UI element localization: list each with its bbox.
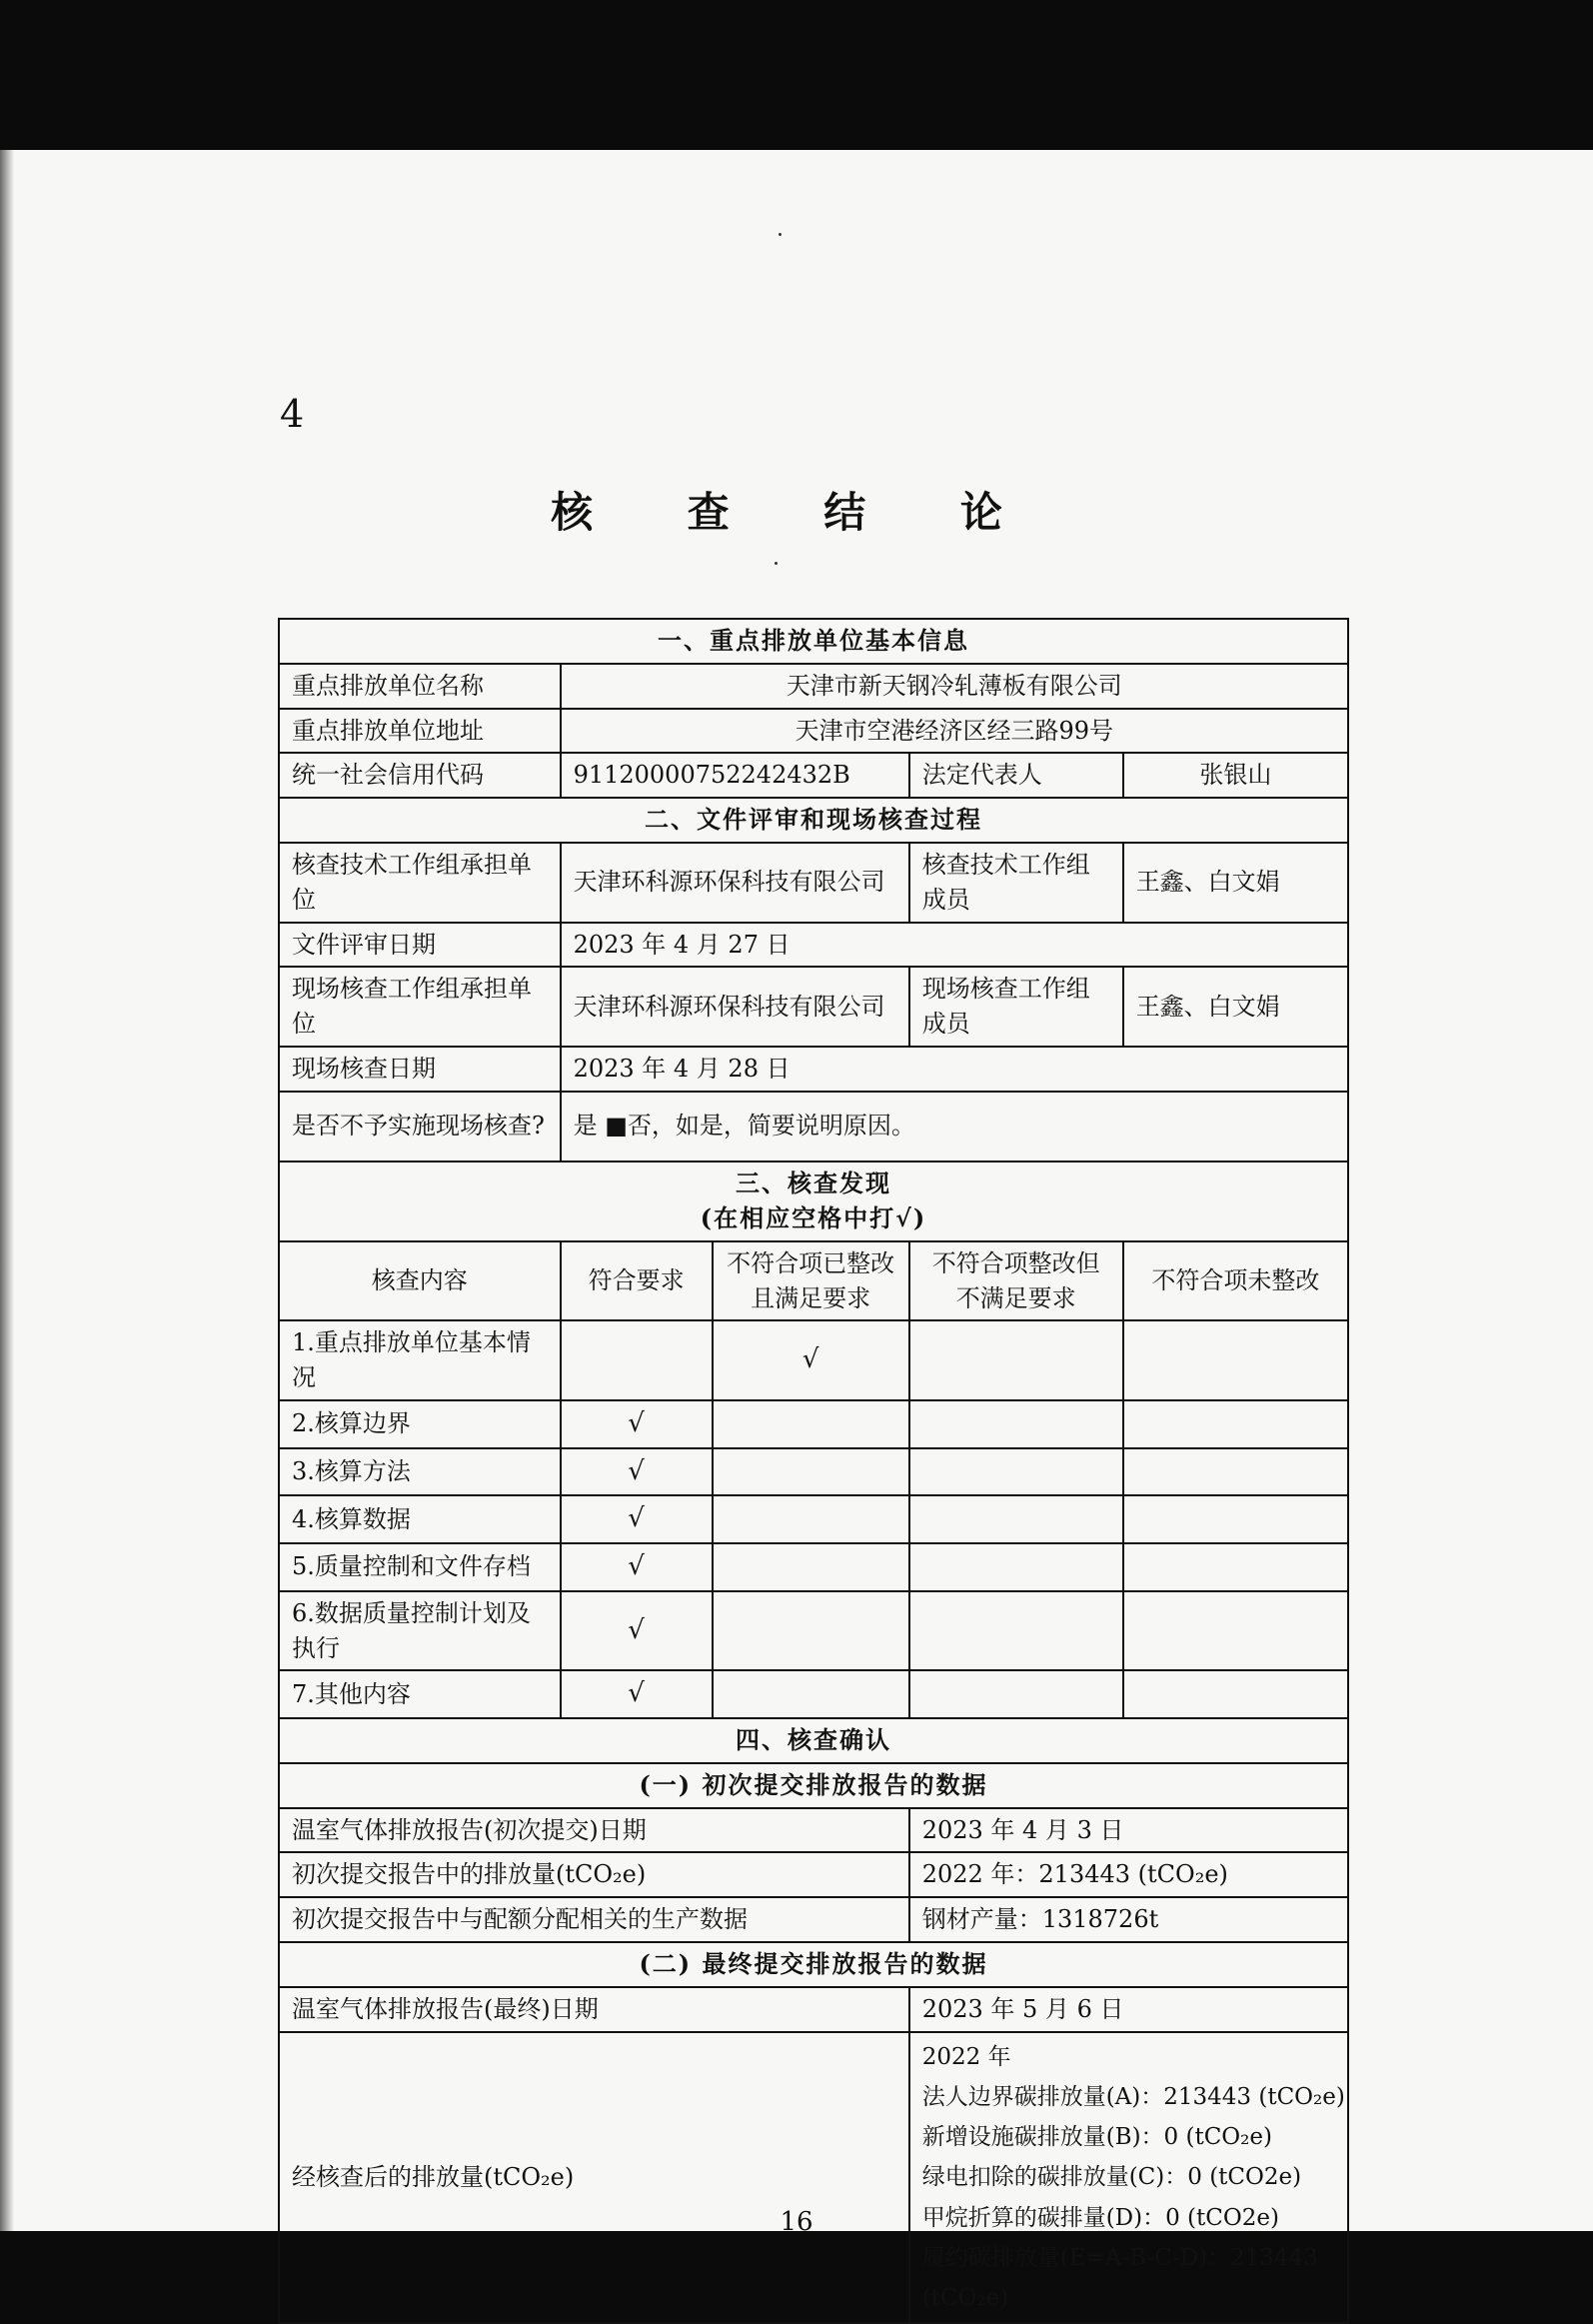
initial-emission-value: 2022 年：213443 (tCO₂e) — [909, 1852, 1348, 1897]
check-cell — [1123, 1543, 1348, 1591]
check-cell — [713, 1670, 909, 1718]
check-cell — [909, 1448, 1123, 1496]
check-cell — [713, 1448, 909, 1496]
scan-speck — [779, 233, 782, 236]
check-cell — [713, 1591, 909, 1671]
verified-line: 履约碳排放量(E=A-B-C-D)：213443 — [921, 2244, 1318, 2271]
verified-line: (tCO₂e) — [921, 2285, 1009, 2312]
col-header-content: 核查内容 — [279, 1241, 561, 1321]
tech-member-value: 王鑫、白文娟 — [1123, 843, 1348, 923]
table-row — [279, 1591, 1348, 1671]
credit-code-label: 统一社会信用代码 — [279, 753, 561, 798]
initial-production-label: 初次提交报告中与配额分配相关的生产数据 — [279, 1897, 909, 1942]
site-date-value: 2023 年 4 月 28 日 — [561, 1047, 1348, 1092]
finding-label: 4.核算数据 — [279, 1495, 561, 1543]
table-row — [279, 1400, 1348, 1448]
check-cell — [1123, 1591, 1348, 1671]
scan-edge-shadow — [0, 150, 14, 2231]
tech-unit-label: 核查技术工作组承担单位 — [279, 843, 561, 923]
final-date-value: 2023 年 5 月 6 日 — [909, 1987, 1348, 2032]
check-cell: √ — [561, 1591, 713, 1671]
section3-title: 三、核查发现 — [736, 1167, 891, 1197]
check-cell — [909, 1495, 1123, 1543]
check-cell — [909, 1670, 1123, 1718]
table-row — [279, 1543, 1348, 1591]
col-header-fixed-ok: 不符合项已整改且满足要求 — [713, 1241, 909, 1321]
unit-name-label: 重点排放单位名称 — [279, 664, 561, 709]
page-title: 核 查 结 论 — [551, 488, 1042, 537]
site-date-label: 现场核查日期 — [279, 1047, 561, 1092]
check-cell: √ — [561, 1543, 713, 1591]
tech-unit-value: 天津环科源环保科技有限公司 — [561, 843, 909, 923]
finding-label: 6.数据质量控制计划及执行 — [279, 1591, 561, 1671]
final-date-label: 温室气体排放报告(最终)日期 — [279, 1987, 909, 2032]
scan-speck — [775, 562, 778, 565]
col-header-compliant: 符合要求 — [561, 1241, 713, 1321]
finding-label: 3.核算方法 — [279, 1448, 561, 1496]
doc-review-date-label: 文件评审日期 — [279, 923, 561, 968]
finding-label: 5.质量控制和文件存档 — [279, 1543, 561, 1591]
initial-emission-label: 初次提交报告中的排放量(tCO₂e) — [279, 1852, 909, 1897]
table-row — [279, 1495, 1348, 1543]
verified-emission-values — [909, 2032, 1348, 2324]
table-row — [279, 1448, 1348, 1496]
unit-name-value: 天津市新天钢冷轧薄板有限公司 — [561, 664, 1348, 709]
check-cell: √ — [713, 1320, 909, 1400]
verified-line: 新增设施碳排放量(B)：0 (tCO₂e) — [921, 2124, 1272, 2151]
verified-line: 2022 年 — [921, 2043, 1011, 2070]
skip-site-value: 是 ■否，如是，简要说明原因。 — [561, 1092, 1348, 1162]
finding-label: 1.重点排放单位基本情况 — [279, 1320, 561, 1400]
verified-line: 甲烷折算的碳排量(D)：0 (tCO2e) — [921, 2204, 1279, 2231]
check-cell — [561, 1320, 713, 1400]
col-header-fixed-not-ok: 不符合项整改但不满足要求 — [909, 1241, 1123, 1321]
verified-line: 绿电扣除的碳排放量(C)：0 (tCO2e) — [921, 2164, 1302, 2191]
initial-date-value: 2023 年 4 月 3 日 — [909, 1808, 1348, 1853]
check-cell: √ — [561, 1670, 713, 1718]
footer-page-number: 16 — [780, 2207, 813, 2237]
initial-report-heading: (一) 初次提交排放报告的数据 — [279, 1763, 1348, 1808]
skip-site-label: 是否不予实施现场核查? — [279, 1092, 561, 1162]
verified-emission-label: 经核查后的排放量(tCO₂e) — [279, 2032, 909, 2324]
check-cell — [1123, 1448, 1348, 1496]
col-header-not-fixed: 不符合项未整改 — [1123, 1241, 1348, 1321]
final-report-heading: (二) 最终提交排放报告的数据 — [279, 1942, 1348, 1987]
credit-code-value: 91120000752242432B — [561, 753, 909, 798]
verification-conclusion-table — [278, 618, 1349, 2324]
finding-label: 7.其他内容 — [279, 1670, 561, 1718]
section-number: 4 — [280, 392, 305, 436]
section2-heading: 二、文件评审和现场核查过程 — [279, 798, 1348, 843]
check-cell — [713, 1400, 909, 1448]
check-cell — [713, 1495, 909, 1543]
initial-production-value: 钢材产量：1318726t — [909, 1897, 1348, 1942]
check-cell: √ — [561, 1400, 713, 1448]
legal-rep-value: 张银山 — [1123, 753, 1348, 798]
check-cell — [1123, 1400, 1348, 1448]
site-member-label: 现场核查工作组成员 — [909, 967, 1123, 1047]
unit-address-label: 重点排放单位地址 — [279, 709, 561, 754]
check-cell: √ — [561, 1495, 713, 1543]
initial-date-label: 温室气体排放报告(初次提交)日期 — [279, 1808, 909, 1853]
table-row — [279, 1670, 1348, 1718]
site-unit-label: 现场核查工作组承担单位 — [279, 967, 561, 1047]
check-cell — [909, 1400, 1123, 1448]
section4-heading: 四、核查确认 — [279, 1718, 1348, 1763]
tech-member-label: 核查技术工作组成员 — [909, 843, 1123, 923]
doc-review-date-value: 2023 年 4 月 27 日 — [561, 923, 1348, 968]
check-cell: √ — [561, 1448, 713, 1496]
check-cell — [909, 1320, 1123, 1400]
unit-address-value: 天津市空港经济区经三路99号 — [561, 709, 1348, 754]
section1-heading: 一、重点排放单位基本信息 — [279, 619, 1348, 664]
site-unit-value: 天津环科源环保科技有限公司 — [561, 967, 909, 1047]
finding-label: 2.核算边界 — [279, 1400, 561, 1448]
site-member-value: 王鑫、白文娟 — [1123, 967, 1348, 1047]
check-cell — [1123, 1320, 1348, 1400]
verified-line: 法人边界碳排放量(A)：213443 (tCO₂e) — [921, 2083, 1345, 2110]
check-cell — [713, 1543, 909, 1591]
check-cell — [1123, 1670, 1348, 1718]
section3-subtitle: (在相应空格中打√) — [700, 1202, 927, 1232]
legal-rep-label: 法定代表人 — [909, 753, 1123, 798]
check-cell — [909, 1543, 1123, 1591]
check-cell — [909, 1591, 1123, 1671]
check-cell — [1123, 1495, 1348, 1543]
table-row — [279, 1320, 1348, 1400]
section3-heading — [279, 1162, 1348, 1241]
